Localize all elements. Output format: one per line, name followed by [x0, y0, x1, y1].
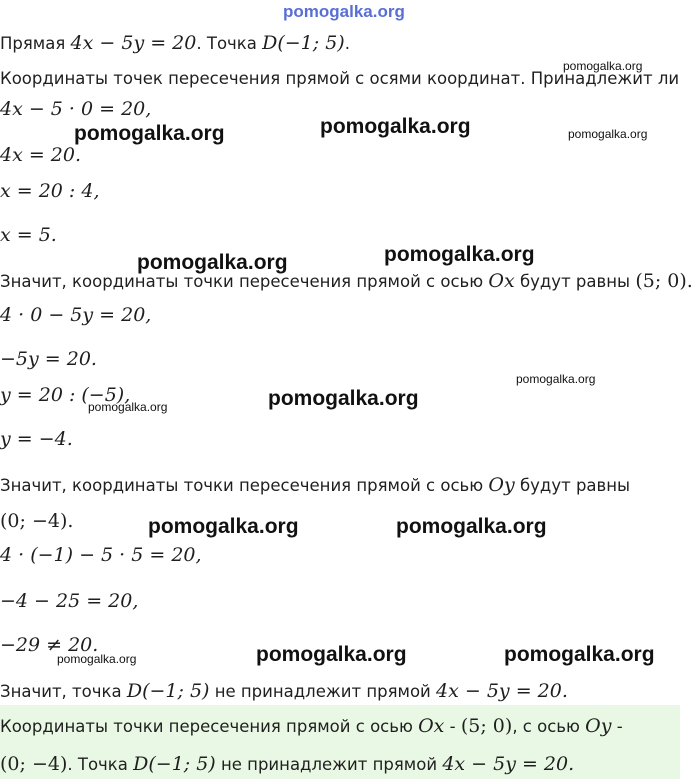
- answer-equation: 4x − 5y = 20.: [442, 753, 575, 775]
- watermark-small-1: pomogalka.org: [563, 59, 643, 73]
- answer-oy-axis: Oy: [585, 715, 612, 737]
- watermark-top: pomogalka.org: [283, 2, 405, 21]
- d-step-2: −4 − 25 = 20,: [0, 590, 139, 612]
- answer-part2: , с осью: [512, 717, 580, 736]
- oy-axis-label: Oy: [488, 474, 515, 496]
- oy-conclusion-text: Значит, координаты точки пересечения прямой с осью: [0, 476, 484, 495]
- watermark-big-3: pomogalka.org: [384, 243, 535, 266]
- watermark-big-4: pomogalka.org: [137, 251, 288, 274]
- statement-point: D(−1; 5): [262, 32, 345, 54]
- ox-step-2: 4x = 20.: [0, 144, 82, 166]
- answer-box: [0, 705, 680, 779]
- d-step-3: −29 ≠ 20.: [0, 634, 99, 656]
- oy-step-3: y = 20 : (−5),: [0, 384, 131, 406]
- watermark-big-2: pomogalka.org: [320, 115, 471, 138]
- oy-step-4: y = −4.: [0, 428, 73, 450]
- statement-point-label: Точка: [206, 34, 257, 53]
- ox-value: (5; 0).: [635, 270, 693, 292]
- ox-conclusion: [0, 270, 693, 293]
- watermark-small-4: pomogalka.org: [88, 400, 168, 414]
- oy-step-1: 4 · 0 − 5y = 20,: [0, 304, 152, 326]
- statement-prefix: Прямая: [0, 34, 66, 53]
- d-conclusion-mid: не принадлежит прямой: [214, 682, 431, 701]
- watermark-big-5: pomogalka.org: [268, 387, 419, 410]
- problem-statement: Прямая 4x − 5y = 20. Точка D(−1; 5).: [0, 32, 350, 54]
- d-conclusion-point: D(−1; 5): [126, 680, 210, 702]
- oy-conclusion-mid: будут равны: [519, 476, 631, 495]
- watermark-small-3: pomogalka.org: [516, 372, 596, 386]
- watermark-big-7: pomogalka.org: [396, 515, 547, 538]
- d-conclusion: [0, 680, 568, 703]
- answer-point: D(−1; 5): [133, 753, 216, 775]
- ox-conclusion-mid: будут равны: [519, 272, 631, 291]
- answer-line-1: [0, 715, 623, 738]
- watermark-big-8: pomogalka.org: [256, 643, 407, 666]
- watermark-big-9: pomogalka.org: [504, 643, 655, 666]
- answer-mid: не принадлежит прямой: [220, 755, 438, 774]
- oy-conclusion: [0, 474, 630, 497]
- ox-step-3: x = 20 : 4,: [0, 180, 100, 202]
- oy-value: (0; −4).: [0, 510, 74, 532]
- ox-conclusion-text: Значит, координаты точки пересечения прямой с осью: [0, 272, 484, 291]
- statement-equation: 4x − 5y = 20: [70, 32, 197, 54]
- answer-ox-axis: Ox: [418, 715, 445, 737]
- watermark-big-6: pomogalka.org: [148, 515, 299, 538]
- answer-ox-value: (5; 0): [460, 715, 513, 737]
- intro-text: Координаты точек пересечения прямой с осями координат. Принадлежит ли: [0, 69, 680, 88]
- watermark-small-5: pomogalka.org: [57, 652, 137, 666]
- ox-step-4: x = 5.: [0, 224, 57, 246]
- answer-part1: Координаты точки пересечения прямой с осью: [0, 717, 413, 736]
- watermark-small-2: pomogalka.org: [568, 127, 648, 141]
- answer-oy-value: (0; −4): [0, 753, 68, 775]
- d-conclusion-prefix: Значит, точка: [0, 682, 122, 701]
- ox-step-1: 4x − 5 · 0 = 20,: [0, 98, 152, 120]
- answer-line-2: [0, 753, 574, 776]
- watermark-big-1: pomogalka.org: [74, 122, 225, 145]
- d-conclusion-equation: 4x − 5y = 20.: [436, 680, 568, 702]
- d-step-1: 4 · (−1) − 5 · 5 = 20,: [0, 544, 202, 566]
- answer-point-label: . Точка: [67, 755, 128, 774]
- answer-ox-sep: -: [444, 717, 461, 736]
- oy-step-2: −5y = 20.: [0, 348, 97, 370]
- ox-axis-label: Ox: [488, 270, 515, 292]
- answer-oy-sep: -: [611, 717, 623, 736]
